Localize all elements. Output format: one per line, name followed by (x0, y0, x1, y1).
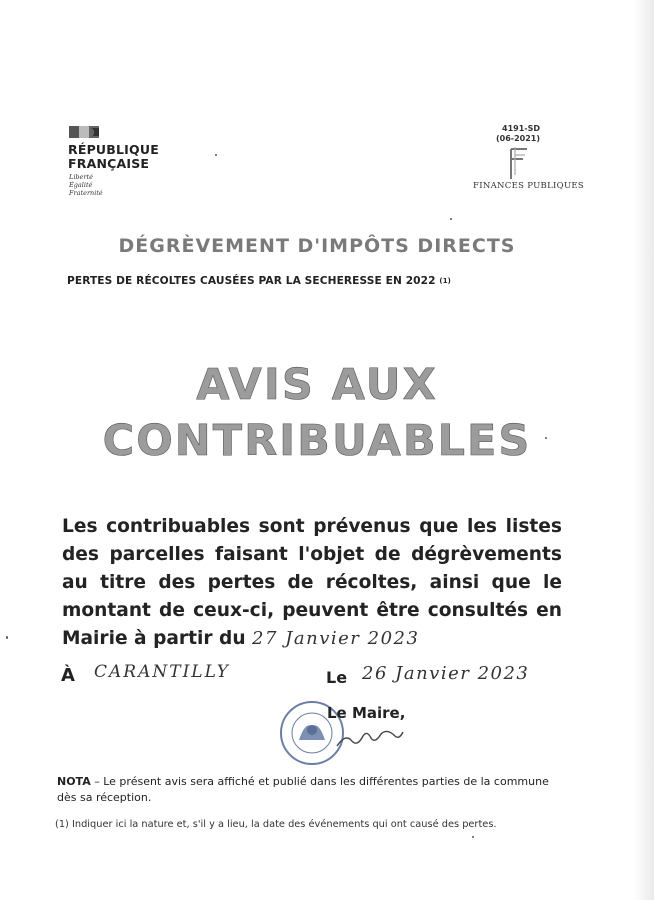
finances-publiques-label: FINANCES PUBLIQUES (473, 181, 585, 191)
handwritten-consultation-date: 27 Janvier 2023 (252, 628, 420, 649)
scan-speck (6, 636, 8, 639)
form-date: (06-2021) (495, 134, 540, 143)
scan-speck (215, 154, 217, 156)
date-label: Le (326, 668, 348, 687)
scan-speck (545, 437, 547, 439)
finances-publiques-logo-icon (505, 145, 531, 181)
notice-text: Les contribuables sont prévenus que les listes des parcelles faisant l'objet de dégrèvements au titre des pertes de récoltes, ainsi que le montant de ceux-ci, peuvent être consultés en Mairie à partir du (62, 516, 562, 649)
subtitle-note-ref: (1) (439, 277, 451, 285)
handwritten-date: 26 Janvier 2023 (362, 663, 530, 684)
republique-francaise: RÉPUBLIQUE FRANÇAISE (68, 142, 159, 171)
avis-heading: AVIS AUX CONTRIBUABLES (102, 360, 532, 466)
marianne-logo-icon (69, 126, 103, 138)
nota-text: NOTA – Le présent avis sera affiché et publié dans les différentes parties de la commune dès sa réception. (57, 775, 549, 804)
place-label: À (61, 665, 75, 686)
document-title: DÉGRÈVEMENT D'IMPÔTS DIRECTS (118, 235, 516, 257)
scan-speck (472, 836, 474, 838)
page-edge-shadow (634, 0, 654, 900)
document-subtitle: PERTES DE RÉCOLTES CAUSÉES PAR LA SECHERESSE EN 2022 (1) (67, 275, 451, 287)
form-reference (496, 124, 540, 144)
mayor-signature (335, 720, 405, 752)
footnote: (1) Indiquer ici la nature et, s'il y a lieu, la date des événements qui ont causé des pertes. (55, 819, 497, 830)
devise: Liberté Égalité Fraternité (69, 173, 103, 197)
form-code: 4191-SD (502, 124, 540, 133)
notice-paragraph (62, 513, 562, 653)
maire-label: Le Maire, (327, 704, 406, 722)
scan-speck (450, 218, 452, 220)
handwritten-commune: CARANTILLY (94, 662, 231, 682)
